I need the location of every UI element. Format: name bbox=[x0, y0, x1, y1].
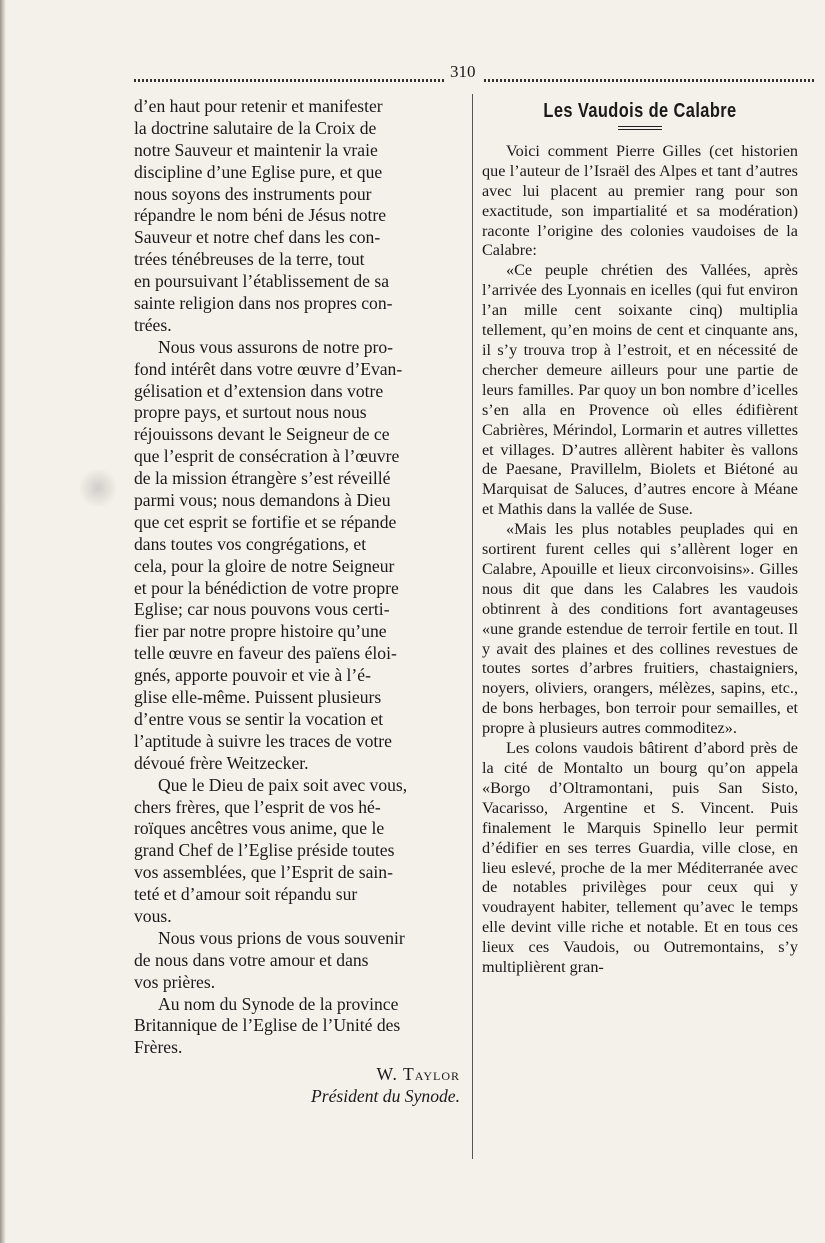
header-rule-right bbox=[484, 79, 815, 82]
text-line: parmi vous; nous demandons à Dieu bbox=[134, 490, 391, 511]
text-line: gnés, apporte pouvoir et vie à l’é- bbox=[134, 665, 371, 686]
text-line: fier par notre propre histoire qu’une bbox=[134, 621, 387, 642]
paragraph: Les colons vaudois bâtirent d’abord près de la cité de Montalto un bourg qu’on appela «Borgo d’Oltramontani, puis San Sisto, Vacarisso, Argentine et S. Vincent. Puis finalement le Marquis Spinello leur permit d’édifier en ses terres Guardia, ville close, en lieu eslevé, proche de la mer Méditerranée avec de notables privilèges pour ceux qui y voudrayent habiter, tellement qu’avec le temps elle devint ville riche et notable. Et en tous ces lieux ces Vaudois, ou Outremontains, s’y multiplièrent gran- bbox=[482, 739, 798, 977]
text-line: Que le Dieu de paix soit avec vous, bbox=[158, 774, 408, 795]
text-line: vos assemblées, que l’Esprit de sain- bbox=[134, 862, 393, 883]
text-line: teté et d’amour soit répandu sur bbox=[134, 884, 358, 905]
text-line: notre Sauveur et maintenir la vraie bbox=[134, 139, 378, 160]
text-line: dans toutes vos congrégations, et bbox=[134, 533, 367, 554]
text-line: répandre le nom béni de Jésus notre bbox=[134, 205, 387, 226]
text-line: sainte religion dans nos propres con- bbox=[134, 293, 393, 314]
text-line: glise elle-même. Puissent plusieurs bbox=[134, 687, 382, 708]
column-divider bbox=[472, 94, 473, 1159]
header-rule-left bbox=[134, 79, 446, 82]
signature-name: W. Taylor bbox=[376, 1064, 460, 1085]
paper-stain bbox=[78, 468, 118, 508]
text-line: l’aptitude à suivre les traces de votre bbox=[134, 730, 392, 751]
article-title: Les Vaudois de Calabre bbox=[543, 100, 737, 122]
text-line: et pour la bénédiction de votre propre bbox=[134, 577, 399, 598]
text-line: Au nom du Synode de la province bbox=[158, 993, 399, 1014]
text-line: réjouissons devant le Seigneur de ce bbox=[134, 424, 390, 445]
text-line: Nous vous assurons de notre pro- bbox=[158, 336, 394, 357]
text-line: trées. bbox=[134, 314, 172, 335]
text-line: que cet esprit se fortifie et se répande bbox=[134, 511, 397, 532]
text-line: propre pays, et surtout nous nous bbox=[134, 402, 367, 423]
signature-role: Président du Synode. bbox=[310, 1086, 460, 1107]
paragraph: «Mais les plus notables peuplades qui en sortirent furent celles qui s’allèrent loger en Calabre, Apouille et lieux circonvoisins». Gilles nous dit que dans les Calabres les vaudois obtinrent à des conditions fort avantageuses «une grande estendue de terroir fertile en tout. Il y avait des plaines et des collines revestues de toutes sortes d’arbres fruitiers, chastaigniers, noyers, oliviers, orangers, mélèzes, sapins, etc., de bons herbages, bon terroir pour semailles, et propre à plusieurs autres commoditez». bbox=[482, 520, 798, 738]
page-number: 310 bbox=[450, 62, 476, 81]
title-rule bbox=[618, 126, 662, 130]
text-line: vos prières. bbox=[134, 971, 216, 992]
text-line: Nous vous prions de vous souvenir bbox=[158, 927, 405, 948]
text-line: fond intérêt dans votre œuvre d’Evan- bbox=[134, 358, 403, 379]
text-line: cela, pour la gloire de notre Seigneur bbox=[134, 555, 395, 576]
text-line: en poursuivant l’établissement de sa bbox=[134, 271, 390, 292]
paragraph: «Ce peuple chrétien des Vallées, après l’arrivée des Lyonnais en icelles (qui fut environ l’an mille cent soixante cinq) multiplia tellement, qu’en moins de cent et cinquante ans, il s’y trouva trop à l’estroit, et en nécessité de chercher demeure ailleurs pour une partie de leurs familles. Par quoy un bon nombre d’icelles s’en alla en Provence où elles édifièrent Cabrières, Mérindol, Lormarin et autres villettes et villages. D’autres allèrent habiter ès vallons de Paesane, Pravillelm, Biolets et Biétoné au Marquisat de Saluces, d’autres encore à Méane et Mathis dans la vallée de Suse. bbox=[482, 261, 798, 519]
text-line: discipline d’une Eglise pure, et que bbox=[134, 161, 383, 182]
signature-block bbox=[134, 1063, 460, 1107]
right-column bbox=[482, 100, 798, 978]
text-line: grand Chef de l’Eglise préside toutes bbox=[134, 840, 395, 861]
text-line: d’en haut pour retenir et manifester bbox=[134, 96, 383, 116]
text-line: gélisation et d’extension dans votre bbox=[134, 380, 384, 401]
paragraph: Voici comment Pierre Gilles (cet historien que l’auteur de l’Israël des Alpes et tant d’autres avec lui placent au premier rang pour son exactitude, son impartialité et sa modération) raconte l’origine des colonies vaudoises de la Calabre: bbox=[482, 141, 798, 260]
text-line: d’entre vous se sentir la vocation et bbox=[134, 708, 384, 729]
text-line: chers frères, que l’esprit de vos hé- bbox=[134, 796, 381, 817]
text-line: roïques ancêtres vous anime, que le bbox=[134, 818, 385, 839]
text-line: Sauveur et notre chef dans les con- bbox=[134, 227, 381, 248]
text-line: trées ténébreuses de la terre, tout bbox=[134, 249, 365, 270]
text-line: dévoué frère Weitzecker. bbox=[134, 752, 309, 773]
text-line: Britannique de l’Eglise de l’Unité des bbox=[134, 1015, 401, 1036]
text-line: de la mission étrangère s’est réveillé bbox=[134, 468, 391, 489]
text-line: vous. bbox=[134, 905, 172, 926]
left-column bbox=[134, 96, 460, 1107]
text-line: que l’esprit de consécration à l’œuvre bbox=[134, 446, 400, 467]
page-edge-shadow bbox=[0, 0, 6, 1243]
text-line: telle œuvre en faveur des païens éloi- bbox=[134, 643, 397, 664]
text-line: nous soyons des instruments pour bbox=[134, 183, 372, 204]
text-line: la doctrine salutaire de la Croix de bbox=[134, 117, 377, 138]
text-line: Eglise; car nous pouvons vous certi- bbox=[134, 599, 390, 620]
left-column-text bbox=[134, 96, 460, 1059]
text-line: Frères. bbox=[134, 1037, 183, 1058]
text-line: de nous dans votre amour et dans bbox=[134, 949, 369, 970]
